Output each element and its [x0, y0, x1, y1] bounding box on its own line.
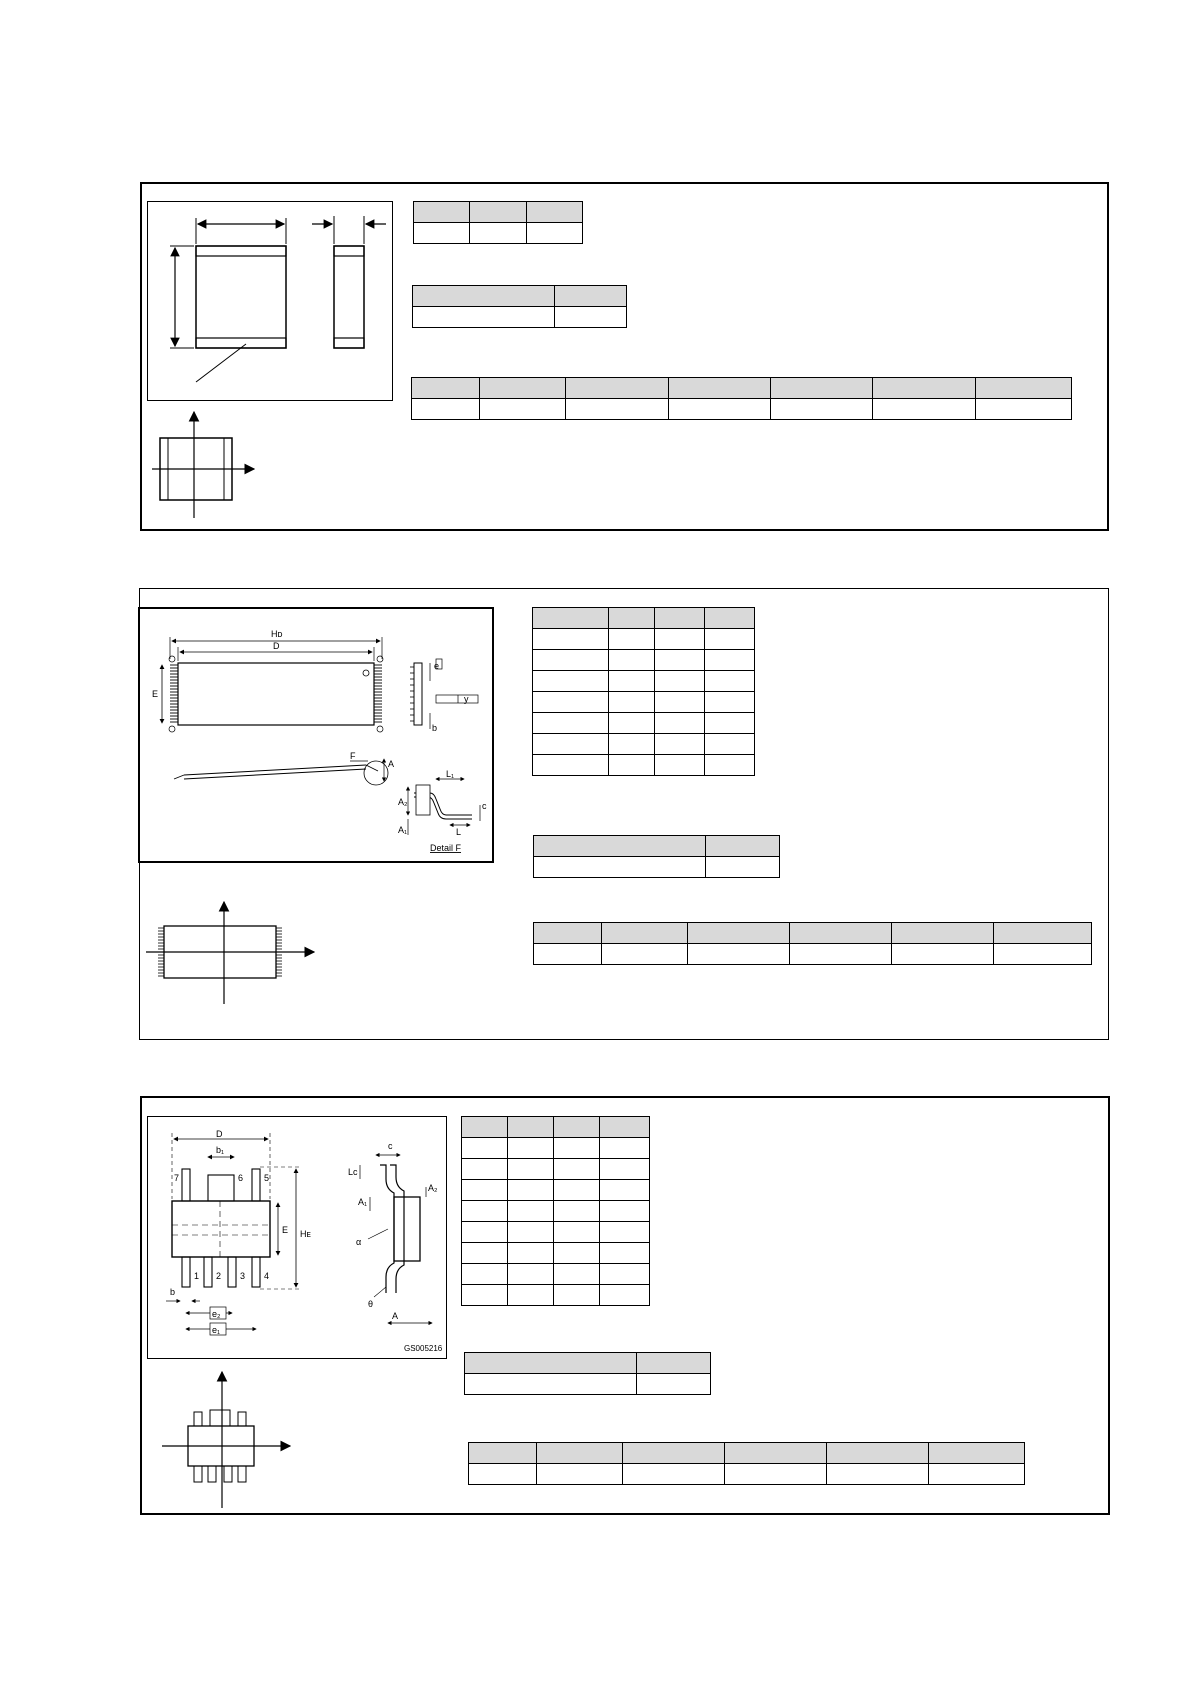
pin-number-5: 5: [264, 1173, 270, 1183]
dim-label-d: D: [216, 1129, 223, 1139]
dim-label-f: F: [350, 751, 356, 761]
dim-label-a2: A₂: [428, 1183, 438, 1193]
package-1-table-b: [412, 285, 627, 328]
pin-number-1: 1: [194, 1271, 200, 1281]
dim-label-y: y: [464, 694, 469, 704]
package-1-orientation-diagram: [150, 404, 260, 522]
dim-label-hd: Hᴅ: [271, 629, 283, 639]
dim-label-b: b: [170, 1287, 176, 1297]
dim-label-e2: e₂: [212, 1309, 221, 1319]
package-3-orientation-svg: [150, 1364, 300, 1510]
dim-label-l1: L₁: [446, 769, 455, 779]
pin-number-6: 6: [238, 1173, 244, 1183]
dim-label-he: Hᴇ: [300, 1229, 311, 1239]
package-1-orientation-svg: [150, 404, 260, 522]
package-3-sot-drawing: [147, 1116, 447, 1359]
dim-label-theta: θ: [368, 1299, 374, 1309]
package-1-table-a: [413, 201, 583, 244]
package-2-table-a: [532, 607, 755, 776]
drawing-code: GS005216: [404, 1344, 443, 1353]
package-1-table-c: [411, 377, 1072, 420]
dim-label-d: D: [273, 641, 280, 651]
dim-label-c: c: [482, 801, 487, 811]
pin-number-7: 7: [174, 1173, 180, 1183]
package-1-outline-drawing: [147, 201, 393, 401]
dim-label-e1: e₁: [212, 1325, 221, 1335]
dim-label-a: A: [392, 1311, 399, 1321]
dim-label-a1: A₁: [398, 825, 408, 835]
package-2-tsop-svg: [140, 609, 492, 861]
package-1-outline-svg: [148, 202, 394, 402]
pin-number-2: 2: [216, 1271, 222, 1281]
package-2-orientation-svg: [142, 894, 322, 1006]
dim-label-b: b: [432, 723, 438, 733]
dim-label-alpha: α: [356, 1237, 362, 1247]
pin-number-4: 4: [264, 1271, 270, 1281]
dim-label-e: E: [152, 689, 159, 699]
pin-number-3: 3: [240, 1271, 246, 1281]
dim-label-lc: Lc: [348, 1167, 358, 1177]
package-3-table-c: [468, 1442, 1025, 1485]
dim-label-e: E: [282, 1225, 289, 1235]
package-3-orientation-diagram: [150, 1364, 300, 1510]
package-2-table-b: [533, 835, 780, 878]
package-3-table-b: [464, 1352, 711, 1395]
package-2-orientation-diagram: [142, 894, 322, 1006]
detail-f-caption: Detail F: [430, 843, 462, 853]
dim-label-a: A: [388, 759, 395, 769]
dim-label-e-pitch: e: [434, 661, 440, 671]
dim-label-c: c: [388, 1141, 393, 1151]
package-3-sot-svg: [148, 1117, 448, 1360]
package-2-tsop-drawing: [138, 607, 494, 863]
dim-label-a2: A₂: [398, 797, 408, 807]
dim-label-l: L: [456, 827, 462, 837]
dim-label-a1: A₁: [358, 1197, 368, 1207]
package-2-table-c: [533, 922, 1092, 965]
package-3-table-a: [461, 1116, 650, 1306]
dim-label-b1: b₁: [216, 1145, 225, 1155]
